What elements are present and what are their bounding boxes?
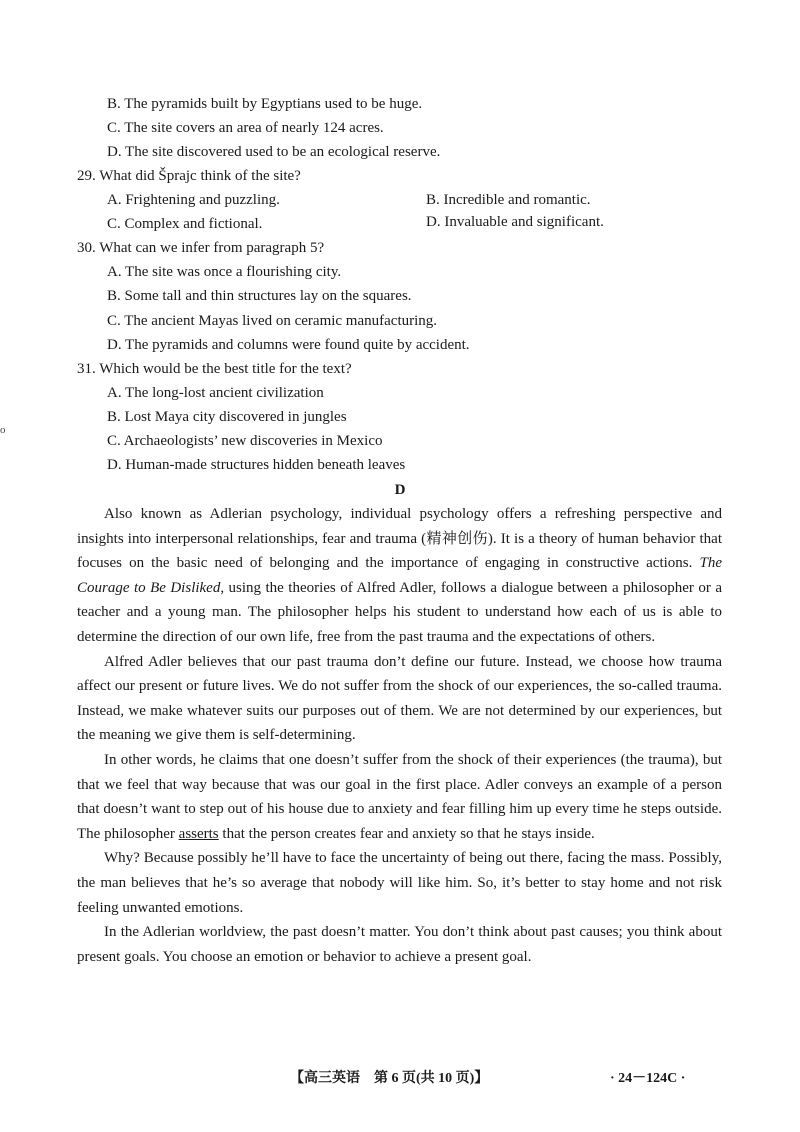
paragraph-3-text-a: In other words, he claims that one doesn’t suffer from the shock of their experiences (the trauma), but that we feel that way because that was our goal in the first place. Adler conveys an example of a person that doesn’t want to step out of his house due to anxiety and fear filling him up every time he steps outside. The philosopher (77, 751, 722, 842)
q28-option-d: D. The site discovered used to be an ecological reserve. (107, 144, 441, 160)
q28-option-b: B. The pyramids built by Egyptians used to be huge. (107, 96, 423, 112)
q30-option-c: C. The ancient Mayas lived on ceramic manufacturing. (107, 313, 438, 329)
paragraph-3 (77, 748, 722, 846)
q31-option-d: D. Human-made structures hidden beneath leaves (107, 457, 406, 473)
q29-option-a: A. Frightening and puzzling. (107, 192, 280, 208)
footer-page-info: 【高三英语 第 6 页(共 10 页)】 (290, 1071, 489, 1086)
paragraph-1-text-b: , using the theories of Alfred Adler, follows a dialogue between a philosopher or a teacher and a young man. The philosopher helps his student to understand how each of us is able to determine the direction of our own life, free from the past trauma and the expectations of others. (77, 579, 722, 645)
paragraph-1 (77, 502, 722, 650)
footer-code: · 24－124C · (610, 1071, 686, 1086)
underlined-word: asserts (178, 825, 219, 842)
book-title: The Courage to Be Disliked (77, 555, 722, 596)
passage-d (77, 502, 722, 969)
q31-option-b: B. Lost Maya city discovered in jungles (107, 409, 347, 425)
q30-stem: 30. What can we infer from paragraph 5? (77, 240, 325, 256)
paragraph-3-text-b: that the person creates fear and anxiety so that he stays inside. (218, 825, 595, 842)
q30-option-a: A. The site was once a flourishing city. (107, 264, 342, 280)
q30-option-b: B. Some tall and thin structures lay on the squares. (107, 288, 412, 304)
q29-option-d: D. Invaluable and significant. (426, 214, 604, 230)
margin-mark: o (0, 424, 6, 436)
q31-option-c: C. Archaeologists’ new discoveries in Mexico (107, 433, 383, 449)
q29-option-c: C. Complex and fictional. (107, 216, 263, 232)
section-heading: D (394, 482, 406, 498)
q30-option-d: D. The pyramids and columns were found quite by accident. (107, 337, 470, 353)
q29-stem: 29. What did Šprajc think of the site? (77, 168, 301, 184)
q29-option-b: B. Incredible and romantic. (426, 192, 591, 208)
paragraph-5: In the Adlerian worldview, the past doesn’t matter. You don’t think about past causes; you think about present goals. You choose an emotion or behavior to achieve a present goal. (77, 924, 722, 965)
q31-stem: 31. Which would be the best title for the text? (77, 361, 352, 377)
paragraph-4: Why? Because possibly he’ll have to face the uncertainty of being out there, facing the mass. Possibly, the man believes that he’s so average that nobody will like him. So, it’s better to stay home and not risk feeling unwanted emotions. (77, 850, 722, 916)
paragraph-2: Alfred Adler believes that our past trauma don’t define our future. Instead, we choose how trauma affect our present or future lives. We do not suffer from the shock of our experiences, the so-called trauma. Instead, we make whatever suits our purposes out of them. We are not determined by our experiences, but the meaning we give them is self-determining. (77, 653, 722, 744)
q31-option-a: A. The long-lost ancient civilization (107, 385, 324, 401)
q28-option-c: C. The site covers an area of nearly 124 acres. (107, 120, 384, 136)
paragraph-1-text-a: Also known as Adlerian psychology, individual psychology offers a refreshing perspective and insights into interpersonal relationships, fear and trauma (精神创伤). It is a theory of human behavior that focuses on the basic need of belonging and the importance of engaging in constructive actions. (77, 506, 722, 572)
